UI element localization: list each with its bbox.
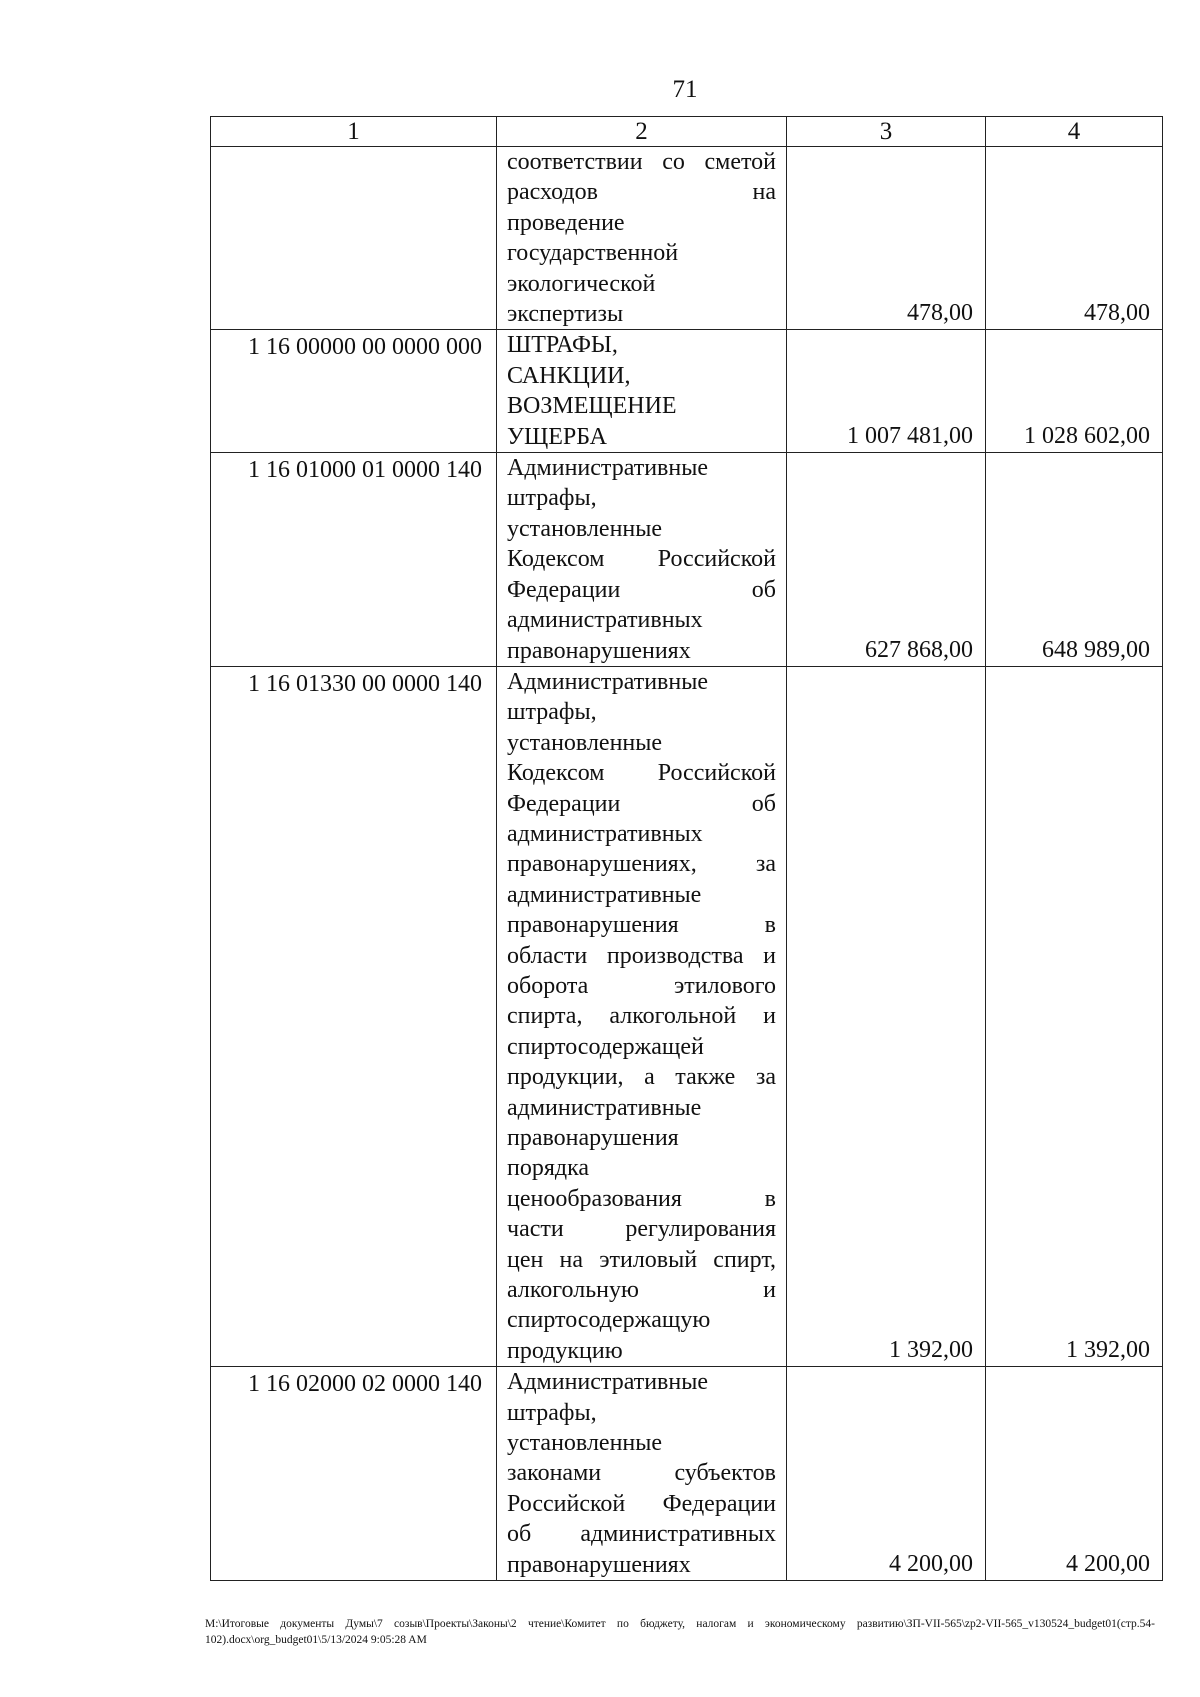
income-name-line: правонарушениях	[507, 637, 691, 664]
income-name-line: административные	[507, 881, 702, 908]
income-name-line: экспертизы	[507, 301, 624, 328]
income-name-line: оборота этилового	[507, 972, 776, 999]
amount-col-4: 4 200,00	[986, 1367, 1163, 1581]
income-name-line: штрафы,	[507, 485, 597, 512]
income-name-line: расходов на	[507, 179, 776, 206]
income-name-line: административных	[507, 607, 703, 634]
amount-col-3: 478,00	[787, 147, 986, 330]
budget-table	[210, 116, 1163, 1581]
income-name-line: спирта, алкогольной и	[507, 1003, 776, 1030]
income-name-line: штрафы,	[507, 1399, 597, 1426]
income-name-line: продукцию	[507, 1337, 623, 1364]
header-col-4: 4	[986, 117, 1163, 147]
header-col-3: 3	[787, 117, 986, 147]
amount-col-4: 478,00	[986, 147, 1163, 330]
income-name-line: Административные	[507, 455, 709, 482]
income-name-line: правонарушения	[507, 1125, 679, 1151]
page-number: 71	[672, 76, 698, 103]
income-name-line: Кодексом Российской	[507, 546, 776, 573]
budget-code: 1 16 02000 02 0000 140	[211, 1367, 497, 1581]
income-name-line: Кодексом Российской	[507, 760, 776, 787]
income-name-line: установленные	[507, 515, 663, 542]
amount-col-4: 648 989,00	[986, 453, 1163, 667]
table-header-row	[211, 117, 1163, 147]
header-col-1: 1	[211, 117, 497, 147]
amount-col-4: 1 392,00	[986, 666, 1163, 1366]
income-name-line: Российской Федерации	[507, 1490, 776, 1517]
income-name-line: проведение	[507, 209, 625, 236]
income-name-line: Федерации об	[507, 790, 776, 817]
income-name-line: области производства и	[507, 942, 776, 969]
income-name-line: спиртосодержащей	[507, 1033, 704, 1060]
income-name-line: порядка	[507, 1155, 590, 1182]
income-name	[497, 666, 787, 1366]
income-name	[497, 330, 787, 453]
income-name-line: цен на этиловый спирт,	[507, 1246, 776, 1273]
income-name	[497, 453, 787, 667]
budget-code: 1 16 01330 00 0000 140	[211, 666, 497, 1366]
table-row	[211, 1367, 1163, 1581]
income-name	[497, 1367, 787, 1581]
income-name-line: УЩЕРБА	[507, 423, 608, 450]
income-name-line: законами субъектов	[507, 1460, 776, 1487]
income-name-line: САНКЦИИ,	[507, 362, 631, 389]
income-name-line: ШТРАФЫ,	[507, 332, 618, 359]
income-name	[497, 147, 787, 330]
budget-code: 1 16 01000 01 0000 140	[211, 453, 497, 667]
income-name-line: спиртосодержащую	[507, 1307, 711, 1334]
income-name-line: экологической	[507, 270, 656, 297]
table-row	[211, 147, 1163, 330]
footer-file-path: M:\Итоговые документы Думы\7 созыв\Проекты\Законы\2 чтение\Комитет по бюджету, налогам и экономическому развитию\ЗП-VII-565\zp2-VII-565_v130524_budget01(стр.54-102).docx\org_budget01\5/13/2024 9:05:28 AM	[205, 1618, 1155, 1646]
income-name-line: об административных	[507, 1521, 776, 1548]
income-name-line: установленные	[507, 1430, 663, 1457]
income-name-line: правонарушениях, за	[507, 851, 776, 878]
table-row	[211, 330, 1163, 453]
income-name-line: части регулирования	[507, 1216, 776, 1243]
budget-code	[211, 147, 497, 330]
table-row	[211, 666, 1163, 1366]
income-name-line: установленные	[507, 729, 663, 756]
income-name-line: продукции, а также за	[507, 1064, 776, 1091]
amount-col-3: 1 392,00	[787, 666, 986, 1366]
income-name-line: соответствии со сметой	[507, 149, 776, 175]
amount-col-3: 627 868,00	[787, 453, 986, 667]
income-name-line: Административные	[507, 668, 709, 695]
income-name-line: административных	[507, 820, 703, 847]
income-name-line: ВОЗМЕЩЕНИЕ	[507, 393, 677, 420]
income-name-line: алкогольную и	[507, 1277, 776, 1304]
income-name-line: государственной	[507, 240, 679, 267]
header-col-2: 2	[497, 117, 787, 147]
amount-col-3: 4 200,00	[787, 1367, 986, 1581]
income-name-line: Административные	[507, 1369, 709, 1396]
budget-code: 1 16 00000 00 0000 000	[211, 330, 497, 453]
income-name-line: ценообразования в	[507, 1185, 776, 1212]
income-name-line: Федерации об	[507, 576, 776, 603]
income-name-line: штрафы,	[507, 699, 597, 726]
income-name-line: правонарушениях	[507, 1551, 691, 1578]
amount-col-4: 1 028 602,00	[986, 330, 1163, 453]
amount-col-3: 1 007 481,00	[787, 330, 986, 453]
income-name-line: правонарушения в	[507, 912, 776, 939]
income-name-line: административные	[507, 1094, 702, 1121]
table-row	[211, 453, 1163, 667]
